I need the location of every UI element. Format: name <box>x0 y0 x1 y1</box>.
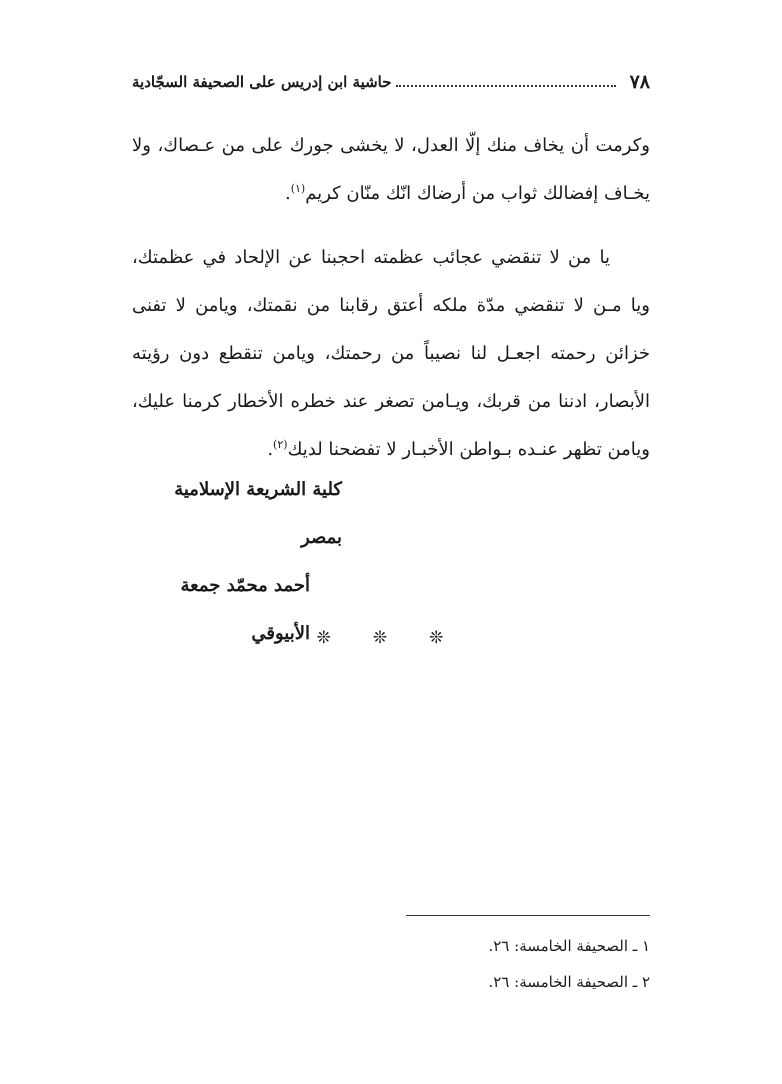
footnote-2: ٢ ـ الصحيفة الخامسة: ٢٦. <box>488 973 650 991</box>
asterisk-icon: ❊ <box>372 628 410 648</box>
signature-institution: كلية الشريعة الإسلامية بمصر <box>174 479 342 548</box>
asterisk-icon: ❊ <box>429 628 466 648</box>
paragraph-2-end: . <box>267 439 274 460</box>
paragraph-1 <box>132 122 650 218</box>
signature-author: أحمد محمّد جمعة الأبيوقي <box>180 575 310 644</box>
paragraph-2-text: يا من لا تنقضي عجائب عظمته احجبنا عن الإلحاد في عظمتك، ويا مـن لا تنقضي مدّة ملكه أعتق رقابنا من نقمتك، ويامن لا تفنى خزائن رحمته اجعـل لنا نصيباً من رحمتك، ويامن تنقطع دون رؤيته الأبصار، ادننا من قربك، ويـامن تصغر عند خطره الأخطار كرمنا عليك، ويامن تظهر عنـده بـواطن الأخبـار لا تفضحنا لديك <box>132 247 650 460</box>
paragraph-1-text: وكرمت أن يخاف منك إلّا العدل، لا يخشى جورك على من عـصاك، ولا يخـاف إفضالك ثواب من أرضاك انّك منّان كريم <box>132 135 650 204</box>
paragraph-1-end: . <box>284 183 291 204</box>
footnote-ref-2: (٢) <box>273 438 288 451</box>
footnote-1: ١ ـ الصحيفة الخامسة: ٢٦. <box>488 937 650 955</box>
running-title: حاشية ابن إدريس على الصحيفة السجّادية <box>132 73 392 91</box>
running-header <box>132 64 650 94</box>
paragraph-2 <box>132 234 650 474</box>
footnote-ref-1: (١) <box>290 182 306 195</box>
header-dot-leader <box>396 84 616 87</box>
footnote-rule <box>406 915 650 916</box>
asterisk-icon: ❊ <box>316 628 353 648</box>
page-number: ٧٨ <box>629 71 650 93</box>
section-separator <box>0 628 782 648</box>
footnotes <box>250 928 650 1000</box>
main-text <box>132 122 650 474</box>
